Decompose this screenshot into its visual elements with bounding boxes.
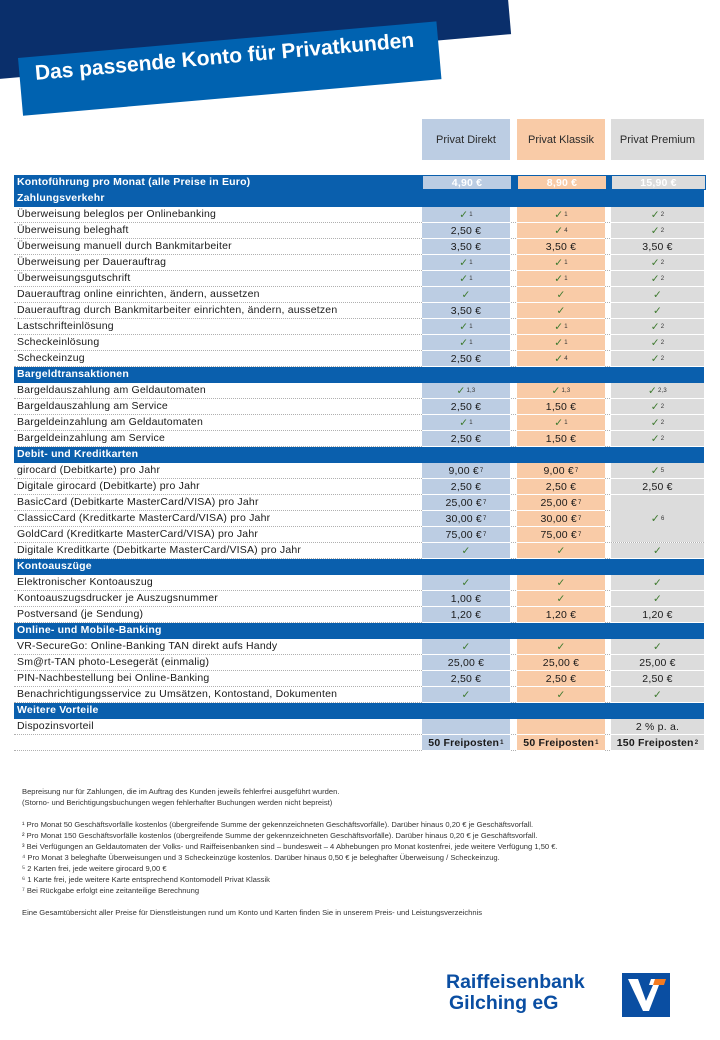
table-row (14, 383, 704, 399)
cell-check: ✓ 2 (611, 415, 704, 431)
row-label: Scheckeinzug (17, 352, 85, 364)
cell-check: ✓ 1 (422, 255, 510, 271)
cell-value: 2,50 € (422, 479, 510, 495)
cell-check (517, 287, 605, 303)
cell-value: 50 Freiposten 1 (422, 735, 510, 751)
table-row (14, 671, 704, 687)
cell-value: 30,00 € 7 (422, 511, 510, 527)
cell-value: 4,90 € (422, 175, 512, 190)
cell-value: 8,90 € (517, 175, 607, 190)
check-icon: ✓ (650, 256, 660, 269)
row-label: Kontoauszugsdrucker je Auszugsnummer (17, 592, 218, 604)
check-icon: ✓ (556, 544, 566, 557)
cell-value: 2,50 € (517, 479, 605, 495)
table-row (14, 239, 704, 255)
table-row (14, 495, 704, 511)
cell-value: 2 % p. a. (611, 719, 704, 735)
check-icon: ✓ (461, 688, 471, 701)
cell-check (611, 591, 704, 607)
cell-check (611, 543, 704, 559)
cell-check: ✓ 1 (517, 335, 605, 351)
cell-check: ✓ 2 (611, 207, 704, 223)
cell-check: ✓ 2 (611, 335, 704, 351)
cell-value: 2,50 € (422, 351, 510, 367)
footnote-1: ¹ Pro Monat 50 Geschäftsvorfälle kostenlos (übergreifende Summe der gekennzeichneten Geschäftsvorfälle). Darüber hinaus 0,20 € je Geschäftsvorfall. (22, 820, 534, 829)
check-icon: ✓ (650, 352, 660, 365)
row-label: BasicCard (Debitkarte MasterCard/VISA) pro Jahr (17, 496, 259, 508)
row-label: PIN-Nachbestellung bei Online-Banking (17, 672, 210, 684)
check-icon: ✓ (653, 304, 662, 317)
footnote-2: ² Pro Monat 150 Geschäftsvorfälle kostenlos (übergreifende Summe der gekennzeichneten Geschäftsvorfälle). Darüber hinaus 0,20 € je Geschäftsvorfall. (22, 831, 538, 840)
check-icon: ✓ (551, 384, 561, 397)
cell-check (517, 543, 605, 559)
table-row (14, 655, 704, 671)
row-label: Online- und Mobile-Banking (17, 624, 162, 636)
cell-value: 75,00 € 7 (422, 527, 510, 543)
table-row (14, 463, 704, 479)
logo-text (446, 972, 585, 1014)
cell-value: 25,00 € 7 (422, 495, 510, 511)
row-label: Digitale girocard (Debitkarte) pro Jahr (17, 480, 200, 492)
cell-value: 2,50 € (517, 671, 605, 687)
cell-value: 50 Freiposten 1 (517, 735, 605, 751)
table-row (14, 575, 704, 591)
check-icon: ✓ (459, 208, 469, 221)
cell-check: ✓ 1 (422, 207, 510, 223)
row-label: Postversand (je Sendung) (17, 608, 144, 620)
check-icon: ✓ (556, 576, 566, 589)
row-label: Zahlungsverkehr (17, 192, 105, 204)
page-title: Das passende Konto für Privatkunden (34, 28, 415, 85)
check-icon: ✓ (459, 336, 469, 349)
table-row (14, 639, 704, 655)
row-label: Bargeldauszahlung am Geldautomaten (17, 384, 206, 396)
cell-check: ✓ 2 (611, 351, 704, 367)
row-label: Überweisung manuell durch Bankmitarbeiter (17, 240, 232, 252)
cell-value: 25,00 € (422, 655, 510, 671)
row-label: Kontoführung pro Monat (alle Preise in Euro) (17, 176, 251, 188)
check-icon: ✓ (556, 688, 566, 701)
table-row (14, 207, 704, 223)
check-icon: ✓ (461, 288, 471, 301)
row-label: VR-SecureGo: Online-Banking TAN direkt aufs Handy (17, 640, 278, 652)
cell-value: 3,50 € (517, 239, 605, 255)
row-label: Elektronischer Kontoauszug (17, 576, 153, 588)
row-label: Dauerauftrag online einrichten, ändern, aussetzen (17, 288, 260, 300)
table-row (14, 511, 704, 527)
check-icon: ✓ (653, 288, 662, 301)
table-row (14, 255, 704, 271)
section-header (14, 559, 704, 575)
cell-check: ✓ 2 (611, 319, 704, 335)
cell-check: ✓ 2 (611, 271, 704, 287)
cell-value: 9,00 € 7 (517, 463, 605, 479)
cell-check: ✓ 2 (611, 399, 704, 415)
cell-value: 2,50 € (611, 671, 704, 687)
row-label: Überweisung beleglos per Onlinebanking (17, 208, 217, 220)
cell-check: ✓ 1 (422, 319, 510, 335)
cell-value: 75,00 € 7 (517, 527, 605, 543)
check-icon: ✓ (653, 640, 662, 653)
table-row (14, 479, 704, 495)
check-icon: ✓ (653, 544, 662, 557)
check-icon: ✓ (459, 256, 469, 269)
cell-check: ✓ 1,3 (422, 383, 510, 399)
row-label: Debit- und Kreditkarten (17, 448, 139, 460)
cell-value: 150 Freiposten 2 (611, 735, 704, 751)
cell-check (422, 575, 510, 591)
table-row (14, 399, 704, 415)
cell-value: 2,50 € (422, 223, 510, 239)
cell-check (611, 287, 704, 303)
check-icon: ✓ (650, 272, 660, 285)
check-icon: ✓ (653, 576, 662, 589)
check-icon: ✓ (556, 304, 566, 317)
cell-check (611, 575, 704, 591)
cell-value: 2,50 € (422, 671, 510, 687)
row-label: GoldCard (Kreditkarte MasterCard/VISA) pro Jahr (17, 528, 259, 540)
check-icon: ✓ (554, 320, 564, 333)
cell-value: 25,00 € 7 (517, 495, 605, 511)
section-header (14, 447, 704, 463)
cell-check (517, 303, 605, 319)
footnote-outro: Eine Gesamtübersicht aller Preise für Dienstleistungen rund um Konto und Karten finden Sie in unserem Preis- und Leistungsverzeichnis (22, 908, 483, 917)
cell-value: 1,50 € (517, 399, 605, 415)
table-row (14, 351, 704, 367)
check-icon: ✓ (554, 336, 564, 349)
cell-check: ✓ 1,3 (517, 383, 605, 399)
footnotes (22, 786, 702, 918)
footnote-3: ³ Bei Verfügungen an Geldautomaten der Volks- und Raiffeisenbanken sind – bundesweit – 4 Abhebungen pro Monat kostenfrei, jede weitere Verfügung 1,50 €. (22, 842, 558, 851)
table-row (14, 719, 704, 735)
cell-check: ✓ 4 (517, 223, 605, 239)
logo-line-2: Gilching eG (449, 992, 559, 1014)
footnote-4: ⁴ Pro Monat 3 beleghafte Überweisungen und 3 Scheckeinzüge kostenlos. Darüber hinaus 0,50 € je beleghafter Überweisung / Scheckeinzug. (22, 853, 500, 862)
table-row (14, 687, 704, 703)
cell-check (517, 591, 605, 607)
bank-logo (446, 972, 666, 1024)
footnote-5: ⁵ 2 Karten frei, jede weitere girocard 9,00 € (22, 864, 167, 873)
cell-check (611, 687, 704, 703)
row-label: Weitere Vorteile (17, 704, 99, 716)
row-label: Überweisung per Dauerauftrag (17, 256, 167, 268)
logo-line-1: Raiffeisenbank (446, 971, 585, 993)
row-label: Bargeldeinzahlung am Geldautomaten (17, 416, 204, 428)
check-icon: ✓ (554, 416, 564, 429)
row-label: Digitale Kreditkarte (Debitkarte MasterCard/VISA) pro Jahr (17, 544, 302, 556)
table-row (14, 335, 704, 351)
row-label: Sm@rt-TAN photo-Lesegerät (einmalig) (17, 656, 210, 668)
cell-value: 1,20 € (517, 607, 605, 623)
cell-value: 3,50 € (611, 239, 704, 255)
check-icon: ✓ (554, 256, 564, 269)
table-row (14, 415, 704, 431)
cell-check: ✓ 1 (517, 271, 605, 287)
check-icon: ✓ (459, 416, 469, 429)
table-row (14, 271, 704, 287)
check-icon: ✓ (554, 272, 564, 285)
section-header (14, 191, 704, 207)
check-icon: ✓ (459, 272, 469, 285)
cell-check (611, 303, 704, 319)
check-icon: ✓ (650, 464, 660, 477)
row-label: Dauerauftrag durch Bankmitarbeiter einrichten, ändern, aussetzen (17, 304, 338, 316)
price-table (14, 175, 704, 751)
check-icon: ✓ (650, 416, 660, 429)
footnote-intro-1: Bepreisung nur für Zahlungen, die im Auftrag des Kunden jeweils fehlerfrei ausgeführt wurden. (22, 787, 340, 796)
row-label: Überweisungsgutschrift (17, 272, 131, 284)
check-icon: ✓ (648, 384, 658, 397)
section-header (14, 703, 704, 719)
row-label: girocard (Debitkarte) pro Jahr (17, 464, 161, 476)
check-icon: ✓ (461, 640, 471, 653)
cell-check: ✓ 1 (517, 255, 605, 271)
table-row (14, 591, 704, 607)
cell-check: ✓ 2 (611, 223, 704, 239)
cell-empty (517, 719, 605, 735)
column-header-privat-premium: Privat Premium (611, 119, 704, 160)
row-label: Dispozinsvorteil (17, 720, 94, 732)
table-row (14, 319, 704, 335)
cell-check (422, 639, 510, 655)
footnote-intro-2: (Storno- und Berichtigungsbuchungen wegen fehlerhafter Buchungen werden nicht bepreist) (22, 798, 333, 807)
row-label: Bargeldtransaktionen (17, 368, 129, 380)
cell-value: 3,50 € (422, 303, 510, 319)
cell-check (611, 639, 704, 655)
cell-value: 1,00 € (422, 591, 510, 607)
check-icon: ✓ (554, 208, 564, 221)
cell-value: 1,50 € (517, 431, 605, 447)
row-label: Überweisung beleghaft (17, 224, 129, 236)
check-icon: ✓ (556, 288, 566, 301)
cell-check: ✓ 1 (517, 415, 605, 431)
check-icon: ✓ (650, 513, 660, 525)
cell-check (422, 687, 510, 703)
check-icon: ✓ (653, 688, 662, 701)
cell-value: 9,00 € 7 (422, 463, 510, 479)
check-icon: ✓ (650, 208, 660, 221)
cell-value: 1,20 € (611, 607, 704, 623)
table-row (14, 735, 704, 751)
cell-value: 30,00 € 7 (517, 511, 605, 527)
cell-premium-cards: ✓ 6 (611, 495, 704, 542)
footnote-6: ⁶ 1 Karte frei, jede weitere Karte entsprechend Kontomodell Privat Klassik (22, 875, 270, 884)
cell-check: ✓ 1 (422, 415, 510, 431)
check-icon: ✓ (650, 224, 660, 237)
check-icon: ✓ (650, 336, 660, 349)
cell-value: 1,20 € (422, 607, 510, 623)
column-header-privat-direkt: Privat Direkt (422, 119, 510, 160)
row-label: Scheckeinlösung (17, 336, 100, 348)
cell-check: ✓ 1 (422, 271, 510, 287)
row-label: Benachrichtigungsservice zu Umsätzen, Kontostand, Dokumenten (17, 688, 338, 700)
footnote-7: ⁷ Bei Rückgabe erfolgt eine zeitanteilige Berechnung (22, 886, 200, 895)
cell-value: 15,90 € (611, 175, 706, 190)
cell-value: 2,50 € (422, 431, 510, 447)
check-icon: ✓ (650, 400, 660, 413)
cell-check: ✓ 2 (611, 431, 704, 447)
table-row (14, 607, 704, 623)
table-row (14, 223, 704, 239)
cell-check: ✓ 2,3 (611, 383, 704, 399)
check-icon: ✓ (650, 320, 660, 333)
row-label: Bargeldauszahlung am Service (17, 400, 168, 412)
check-icon: ✓ (650, 432, 660, 445)
check-icon: ✓ (556, 640, 566, 653)
check-icon: ✓ (461, 544, 471, 557)
vr-logo-icon (622, 973, 670, 1017)
cell-empty (422, 719, 510, 735)
row-label: Lastschrifteinlösung (17, 320, 114, 332)
cell-check (517, 639, 605, 655)
cell-check (517, 687, 605, 703)
cell-check: ✓ 1 (517, 207, 605, 223)
cell-check (422, 287, 510, 303)
cell-check (422, 543, 510, 559)
cell-check: ✓ 1 (422, 335, 510, 351)
cell-value: 3,50 € (422, 239, 510, 255)
table-row (14, 543, 704, 559)
section-header (14, 623, 704, 639)
column-header-privat-klassik: Privat Klassik (517, 119, 605, 160)
table-row (14, 527, 704, 543)
check-icon: ✓ (653, 592, 662, 605)
section-header (14, 367, 704, 383)
check-icon: ✓ (556, 592, 566, 605)
check-icon: ✓ (459, 320, 469, 333)
cell-check: ✓ 4 (517, 351, 605, 367)
row-label: ClassicCard (Kreditkarte MasterCard/VISA) pro Jahr (17, 512, 271, 524)
cell-value: 25,00 € (611, 655, 704, 671)
cell-value: 2,50 € (611, 479, 704, 495)
check-icon: ✓ (554, 352, 564, 365)
check-icon: ✓ (554, 224, 564, 237)
cell-check (517, 575, 605, 591)
cell-value: 25,00 € (517, 655, 605, 671)
check-icon: ✓ (461, 576, 471, 589)
cell-check: ✓ 5 (611, 463, 704, 479)
table-row (14, 431, 704, 447)
table-row (14, 303, 704, 319)
cell-check: ✓ 2 (611, 255, 704, 271)
check-icon: ✓ (456, 384, 466, 397)
cell-value: 2,50 € (422, 399, 510, 415)
table-row (14, 287, 704, 303)
row-label: Bargeldeinzahlung am Service (17, 432, 166, 444)
row-label: Kontoauszüge (17, 560, 92, 572)
cell-check: ✓ 1 (517, 319, 605, 335)
table-row (14, 175, 704, 191)
